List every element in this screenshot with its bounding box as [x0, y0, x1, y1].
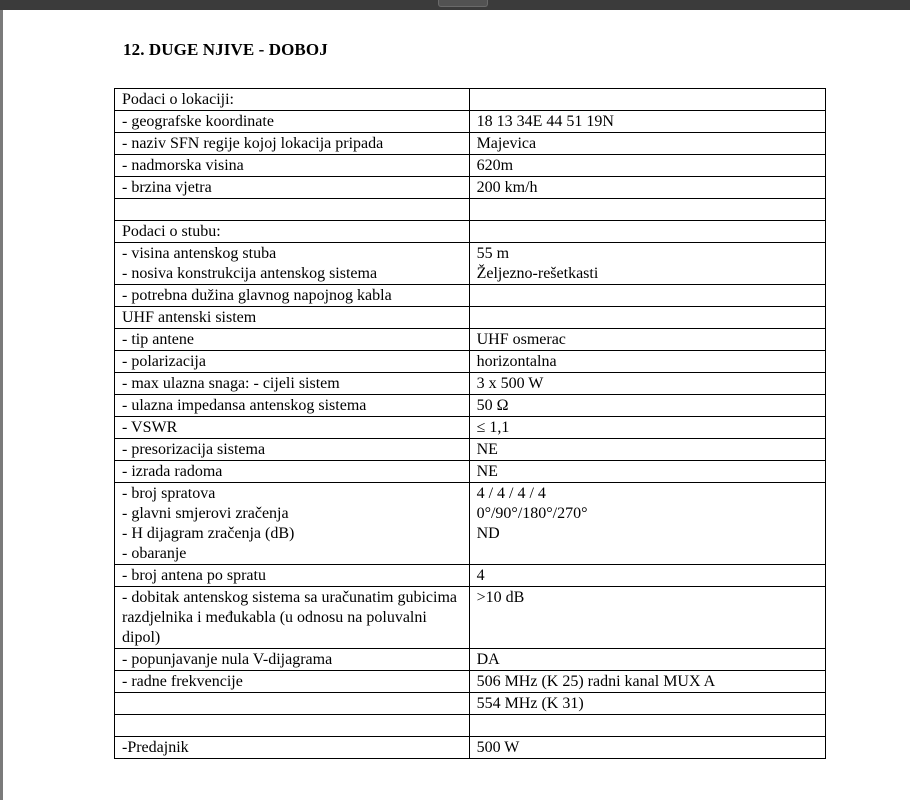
row-value-cell: [469, 439, 825, 461]
row-value: 55 m: [476, 245, 510, 262]
row-label: - polarizacija: [122, 353, 206, 370]
row-value: 4 / 4 / 4 / 4: [476, 485, 546, 502]
table-row: [115, 715, 826, 737]
row-label-cell: [115, 439, 470, 461]
table-row: [115, 417, 826, 439]
table-row: [115, 221, 826, 243]
table-row: [115, 199, 826, 221]
table-row: [115, 351, 826, 373]
row-label: - izrada radoma: [122, 463, 223, 480]
table-row: [115, 307, 826, 329]
row-label: - nosiva konstrukcija antenskog sistema: [122, 265, 378, 282]
row-value-cell: [469, 307, 825, 329]
row-label-cell: [115, 89, 470, 111]
row-label-cell: [115, 351, 470, 373]
row-value: 506 MHz (K 25) radni kanal MUX A: [476, 673, 716, 690]
table-row: [115, 111, 826, 133]
row-value-cell: [469, 417, 825, 439]
row-label: - geografske koordinate: [122, 113, 274, 130]
row-value: ≤ 1,1: [476, 419, 510, 436]
table-row: [115, 89, 826, 111]
table-row: [115, 133, 826, 155]
row-label-cell: [115, 417, 470, 439]
row-label: - VSWR: [122, 419, 178, 436]
table-row: [115, 587, 826, 649]
row-value-cell: [469, 199, 825, 221]
row-label-cell: [115, 483, 470, 565]
row-label-cell: [115, 461, 470, 483]
table-row: [115, 671, 826, 693]
table-row: [115, 649, 826, 671]
row-label-cell: [115, 671, 470, 693]
row-value: [477, 200, 825, 220]
table-row: [115, 483, 826, 565]
row-label-cell: [115, 395, 470, 417]
row-value: 4: [476, 567, 485, 584]
row-value: 500 W: [476, 739, 520, 756]
row-label: [122, 200, 469, 220]
spec-table-body: [115, 89, 826, 759]
row-label-cell: [115, 221, 470, 243]
table-row: [115, 565, 826, 587]
row-label-cell: [115, 177, 470, 199]
row-value: NE: [476, 441, 498, 458]
row-label-cell: [115, 155, 470, 177]
row-value-cell: [469, 221, 825, 243]
table-row: [115, 177, 826, 199]
row-value-cell: [469, 565, 825, 587]
row-value: 200 km/h: [476, 179, 538, 196]
spec-table: [114, 88, 826, 759]
page-shadow: [0, 10, 3, 800]
row-label: - broj antena po spratu: [122, 567, 266, 584]
table-row: [115, 373, 826, 395]
row-value: 620m: [476, 157, 514, 174]
row-label-cell: [115, 715, 470, 737]
row-value-cell: [469, 155, 825, 177]
row-value-cell: [469, 133, 825, 155]
row-label: Podaci o lokaciji:: [122, 91, 234, 108]
row-value: [477, 90, 825, 110]
table-row: [115, 737, 826, 759]
table-row: [115, 155, 826, 177]
row-value-cell: [469, 649, 825, 671]
row-label: - H dijagram zračenja (dB): [122, 525, 295, 542]
row-value-cell: [469, 483, 825, 565]
row-value: ND: [476, 525, 500, 542]
row-label: - ulazna impedansa antenskog sistema: [122, 397, 367, 414]
page-title: 12. DUGE NJIVE - DOBOJ: [123, 40, 328, 59]
row-label-cell: [115, 111, 470, 133]
toolbar-handle[interactable]: [438, 0, 488, 7]
table-row: [115, 285, 826, 307]
row-label: [122, 716, 469, 736]
row-value-cell: [469, 715, 825, 737]
row-value-cell: [469, 373, 825, 395]
row-label: - visina antenskog stuba: [122, 245, 277, 262]
row-label: - nadmorska visina: [122, 157, 244, 174]
table-row: [115, 395, 826, 417]
row-value-cell: [469, 395, 825, 417]
row-value-cell: [469, 587, 825, 649]
row-label: - glavni smjerovi zračenja: [122, 505, 289, 522]
row-label: - broj spratova: [122, 485, 216, 502]
row-value: NE: [476, 463, 498, 480]
viewer-toolbar: [0, 0, 910, 10]
row-label: - tip antene: [122, 331, 194, 348]
row-label-cell: [115, 285, 470, 307]
row-value: >10 dB: [476, 589, 525, 606]
table-row: [115, 439, 826, 461]
row-value: [477, 716, 825, 736]
row-label: - potrebna dužina glavnog napojnog kabla: [122, 287, 392, 304]
row-value: 554 MHz (K 31): [476, 695, 584, 712]
row-label-cell: [115, 307, 470, 329]
row-label: - brzina vjetra: [122, 179, 212, 196]
row-label: - naziv SFN regije kojoj lokacija pripada: [122, 135, 384, 152]
row-label-cell: [115, 565, 470, 587]
row-label: - obaranje: [122, 545, 187, 562]
row-label-cell: [115, 587, 470, 649]
row-label-cell: [115, 329, 470, 351]
table-row: [115, 461, 826, 483]
row-label: [122, 694, 469, 714]
row-label: UHF antenski sistem: [122, 309, 257, 326]
row-label-cell: [115, 133, 470, 155]
table-row: [115, 329, 826, 351]
table-row: [115, 243, 826, 285]
row-value: 3 x 500 W: [476, 375, 544, 392]
row-label: - max ulazna snaga: - cijeli sistem: [122, 375, 340, 392]
row-value-cell: [469, 111, 825, 133]
row-value: [477, 222, 825, 242]
row-value: 18 13 34E 44 51 19N: [476, 113, 614, 130]
row-value-cell: [469, 351, 825, 373]
row-value: horizontalna: [476, 353, 557, 370]
row-label-cell: [115, 693, 470, 715]
row-value: Majevica: [476, 135, 537, 152]
row-label: - radne frekvencije: [122, 673, 243, 690]
row-label: Podaci o stubu:: [122, 223, 221, 240]
row-label-cell: [115, 243, 470, 285]
table-row: [115, 693, 826, 715]
row-value-cell: [469, 285, 825, 307]
row-value: 50 Ω: [476, 397, 509, 414]
row-label: - dobitak antenskog sistema sa uračunatim gubicima razdjelnika i međukabla (u odnosu na poluvalni dipol): [122, 589, 458, 646]
row-label-cell: [115, 199, 470, 221]
row-value: [477, 286, 825, 306]
row-value-cell: [469, 89, 825, 111]
row-value: [477, 308, 825, 328]
row-label: - popunjavanje nula V-dijagrama: [122, 651, 333, 668]
row-value-cell: [469, 177, 825, 199]
row-label-cell: [115, 649, 470, 671]
row-value: 0°/90°/180°/270°: [476, 505, 588, 522]
row-value: Željezno-rešetkasti: [476, 265, 599, 282]
row-label: - presorizacija sistema: [122, 441, 266, 458]
row-value-cell: [469, 693, 825, 715]
row-value: UHF osmerac: [476, 331, 566, 348]
row-value-cell: [469, 737, 825, 759]
row-value: [477, 544, 825, 564]
row-label: -Predajnik: [122, 739, 189, 756]
row-label-cell: [115, 373, 470, 395]
row-value-cell: [469, 243, 825, 285]
row-value-cell: [469, 461, 825, 483]
row-value: DA: [476, 651, 500, 668]
row-value-cell: [469, 329, 825, 351]
row-label-cell: [115, 737, 470, 759]
row-value-cell: [469, 671, 825, 693]
